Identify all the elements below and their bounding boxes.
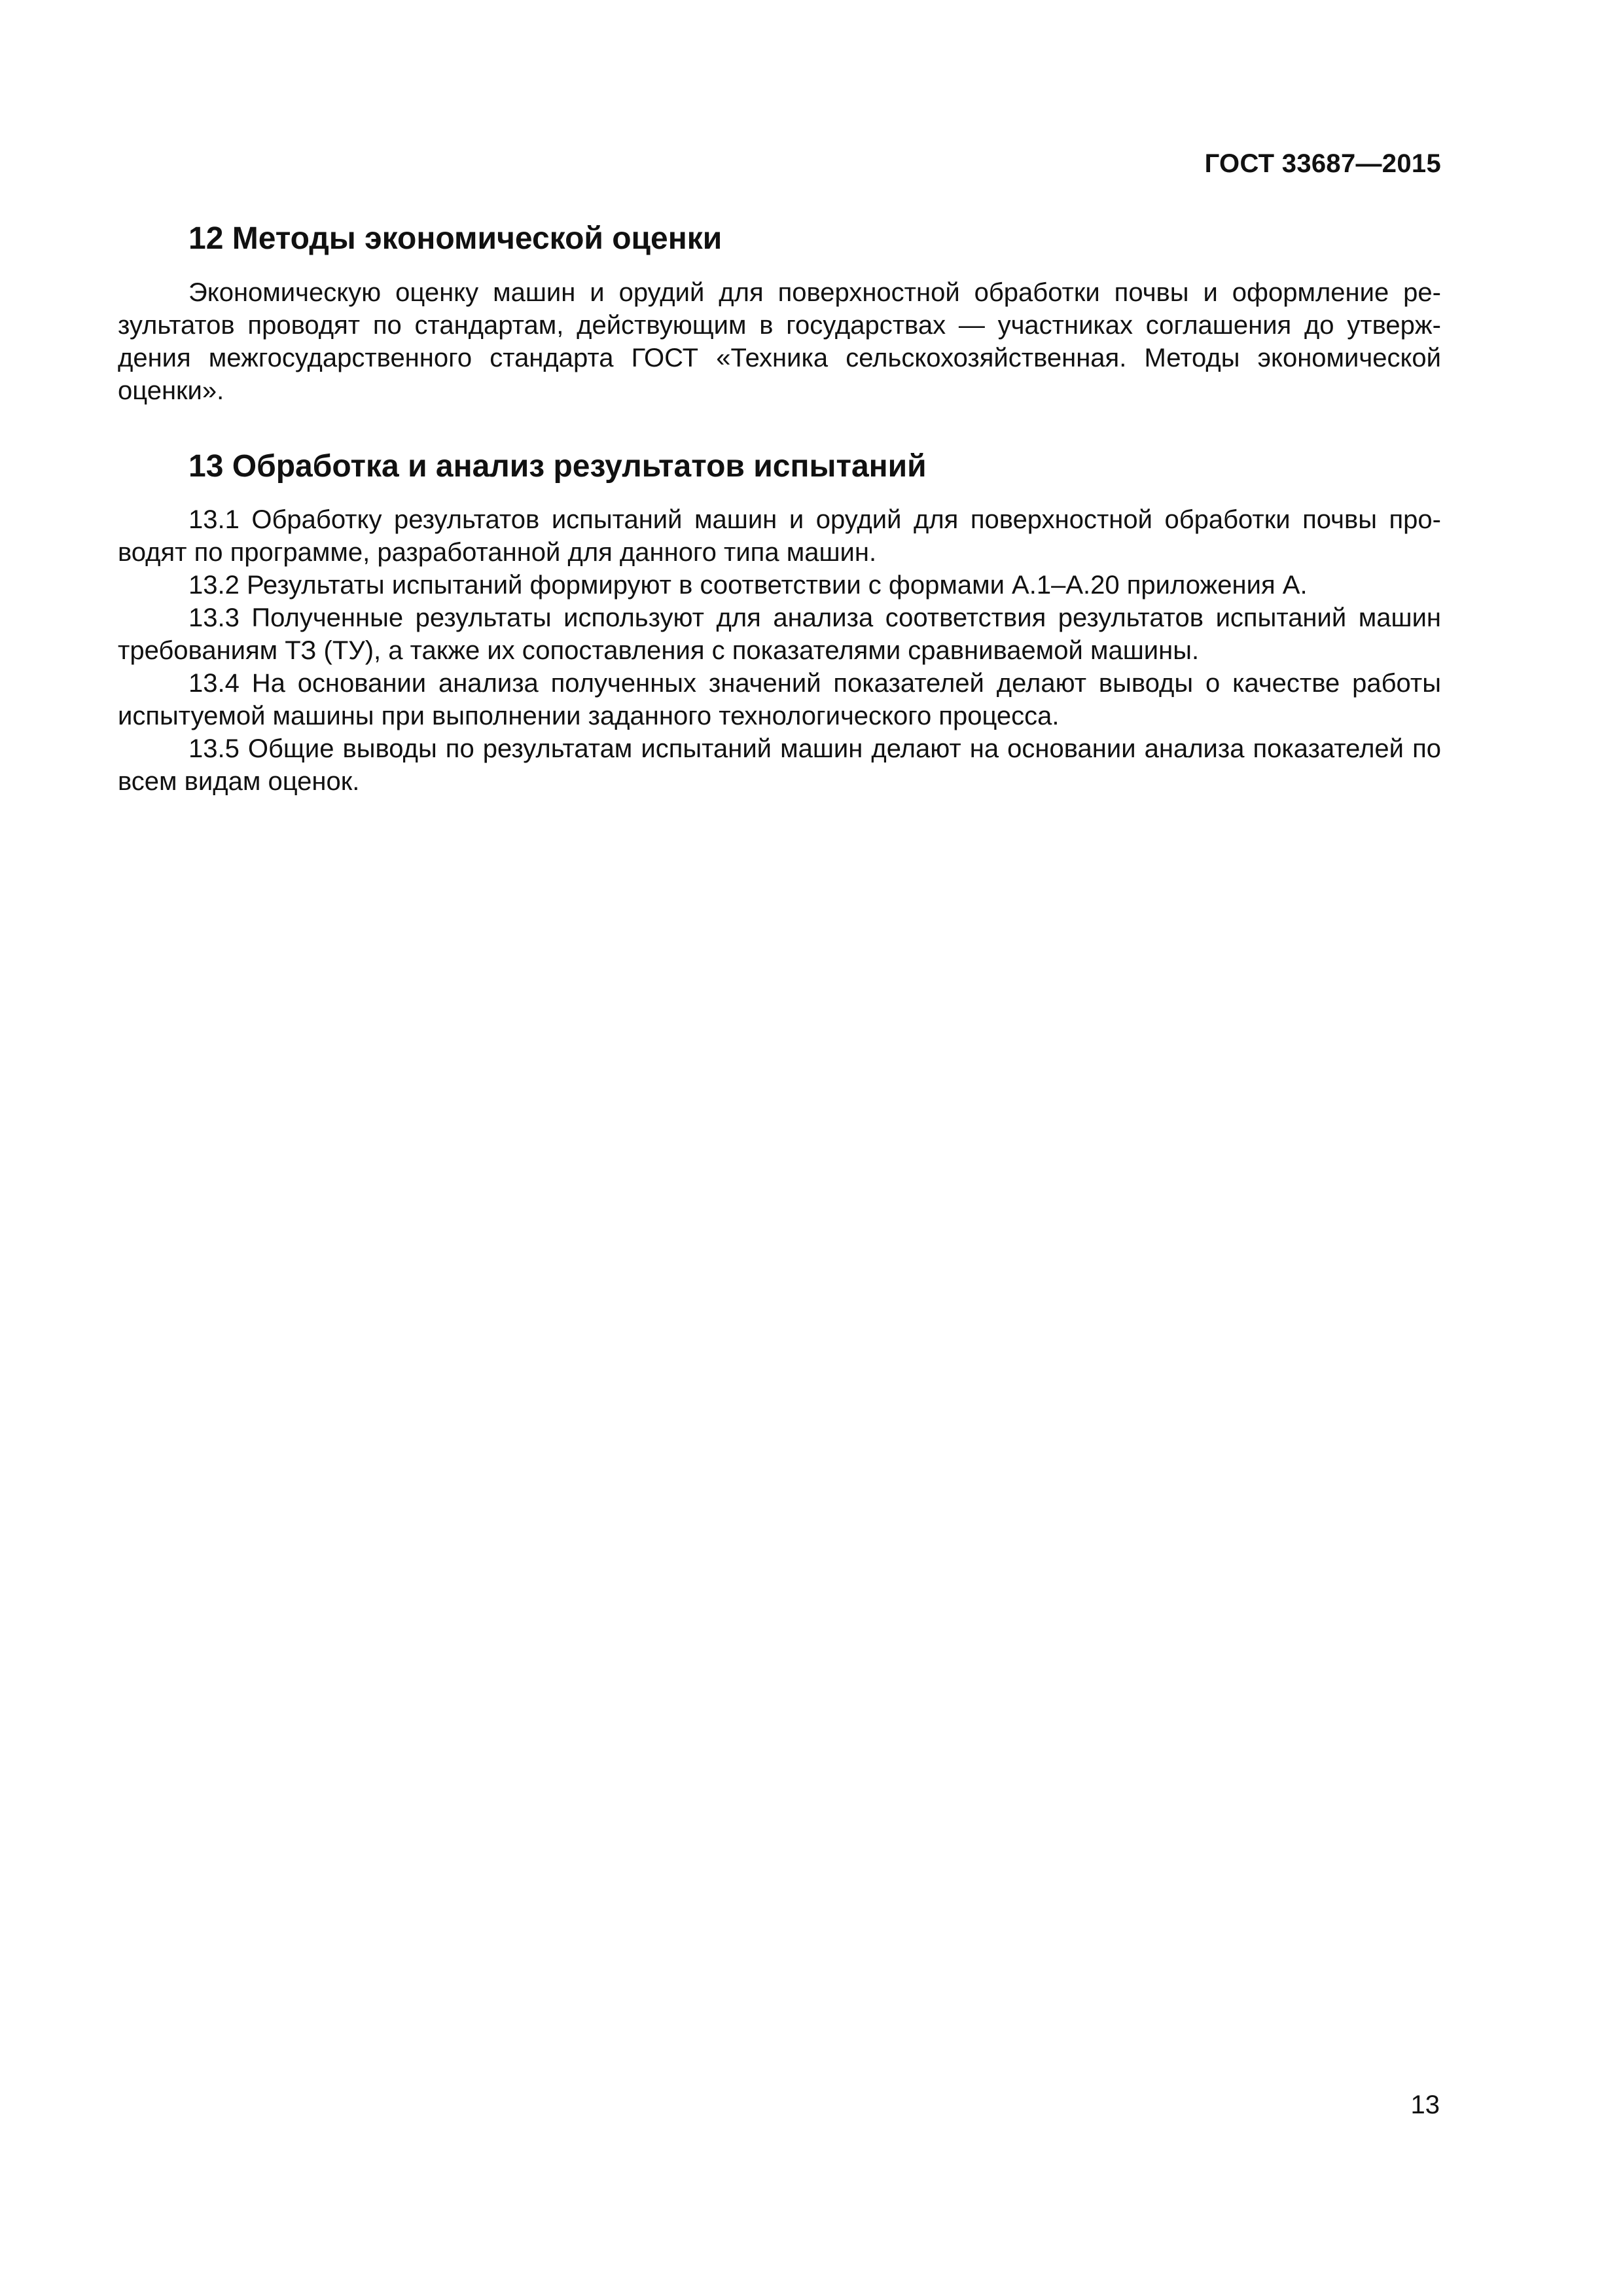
paragraph-13-3: 13.3 Полученные результаты используют для анализа соответствия результатов испытаний машин требованиям ТЗ (ТУ), а также их сопоставления с показателями сравниваемой машины. (118, 603, 1441, 666)
paragraph: Экономическую оценку машин и орудий для поверхностной обработки почвы и оформление результатов проводят по стандартам, действующим в государствах — участниках соглашения до утверждения межгосударственного стандарта ГОСТ «Техника сельскохозяйственная. Методы экономической оценки». (118, 278, 1441, 405)
standard-code: ГОСТ 33687—2015 (1204, 149, 1441, 178)
section-12 (118, 220, 1441, 407)
section-heading: 12 Методы экономической оценки (188, 221, 722, 256)
section-13 (118, 448, 1441, 798)
paragraph-13-5: 13.5 Общие выводы по результатам испытаний машин делают на основании анализа показателей по всем видам оценок. (118, 734, 1441, 797)
paragraph-13-1: 13.1 Обработку результатов испытаний машин и орудий для поверхностной обработки почвы проводят по программе, разработанной для данного типа машин. (118, 505, 1441, 567)
page-number: 13 (1410, 2090, 1440, 2119)
document-body (118, 220, 1441, 838)
paragraph-13-4: 13.4 На основании анализа полученных значений показателей делают выводы о качестве работы испытуемой машины при выполнении заданного технологического процесса. (118, 669, 1441, 731)
section-heading: 13 Обработка и анализ результатов испытаний (188, 448, 927, 484)
paragraph-13-2: 13.2 Результаты испытаний формируют в соответствии с формами А.1–А.20 приложения А. (188, 571, 1308, 600)
